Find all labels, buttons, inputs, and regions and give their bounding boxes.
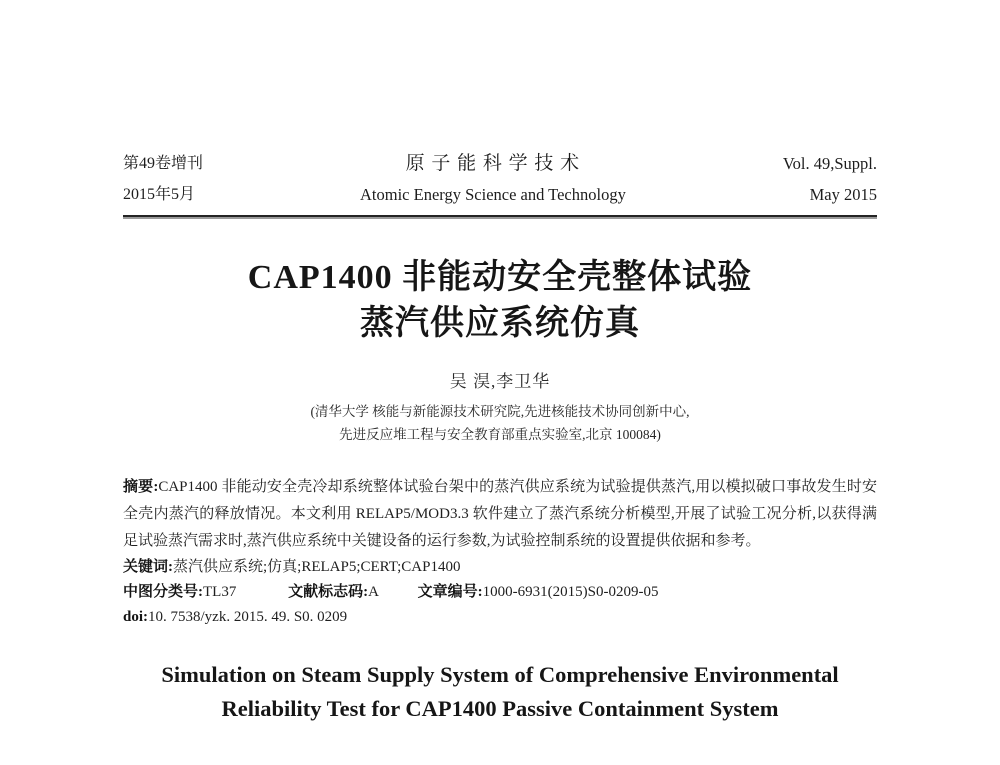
- doc-code-value: A: [368, 584, 379, 600]
- article-title-en: [123, 658, 877, 726]
- author-names: 吴 淏,李卫华: [449, 372, 551, 391]
- journal-masthead: [123, 148, 877, 210]
- article-title-cn: [123, 255, 877, 347]
- article-title-en-line1: Simulation on Steam Supply System of Comprehensive Environmental: [161, 662, 839, 687]
- abstract-label: 摘要:: [123, 479, 159, 495]
- clc-label: 中图分类号:: [123, 584, 203, 600]
- journal-date-cn: 2015年5月: [123, 186, 196, 203]
- masthead-issue-block: [783, 148, 877, 210]
- clc-item: [123, 584, 236, 600]
- masthead-title-block: [203, 148, 783, 210]
- masthead-rule: [123, 215, 877, 217]
- affiliation-line1: (清华大学 核能与新能源技术研究院,先进核能技术协同创新中心,: [310, 404, 690, 419]
- keywords-label: 关键词:: [123, 559, 173, 575]
- doi-label: doi:: [123, 609, 149, 625]
- journal-volume-en: Vol. 49,Suppl.: [782, 154, 877, 173]
- article-title-cn-line1: CAP1400 非能动安全壳整体试验: [247, 259, 753, 296]
- clc-value: TL37: [203, 584, 237, 600]
- article-title-cn-line2: 蒸汽供应系统仿真: [360, 305, 640, 342]
- article-no-value: 1000-6931(2015)S0-0209-05: [482, 584, 659, 600]
- journal-volume-cn: 第49卷增刊: [123, 155, 204, 172]
- abstract-paragraph: [123, 474, 877, 555]
- journal-date-en: May 2015: [809, 185, 877, 204]
- keywords-text: 蒸汽供应系统;仿真;RELAP5;CERT;CAP1400: [173, 559, 461, 575]
- affiliation-line2: 先进反应堆工程与安全教育部重点实验室,北京 100084): [339, 426, 661, 442]
- article-no-label: 文章编号:: [417, 584, 483, 600]
- doc-code-label: 文献标志码:: [288, 584, 369, 600]
- journal-name-en: Atomic Energy Science and Technology: [360, 185, 626, 204]
- abstract-text: CAP1400 非能动安全壳冷却系统整体试验台架中的蒸汽供应系统为试验提供蒸汽,用以模拟破口事故发生时安全壳内蒸汽的释放情况。本文利用 RELAP5/MOD3.3 软件建立了蒸汽系统分析模型,开展了试验工况分析,以获得满足试验蒸汽需求时,蒸汽供应系统中关键设备的运行参数,为试验控制系统的设置提供依据和参考。: [123, 479, 878, 549]
- keywords-line: [123, 555, 877, 580]
- journal-name-cn: 原 子 能 科 学 技 术: [405, 153, 581, 174]
- doc-code-item: [288, 584, 379, 600]
- classification-line: [123, 580, 877, 605]
- article-title-en-line2: Reliability Test for CAP1400 Passive Containment System: [221, 696, 779, 721]
- masthead-volume-block: [123, 148, 203, 210]
- doi-value: 10. 7538/yzk. 2015. 49. S0. 0209: [148, 609, 348, 625]
- page-content: [123, 0, 877, 726]
- doi-line: [123, 605, 877, 630]
- affiliation: [123, 401, 877, 446]
- article-no-item: [418, 584, 659, 600]
